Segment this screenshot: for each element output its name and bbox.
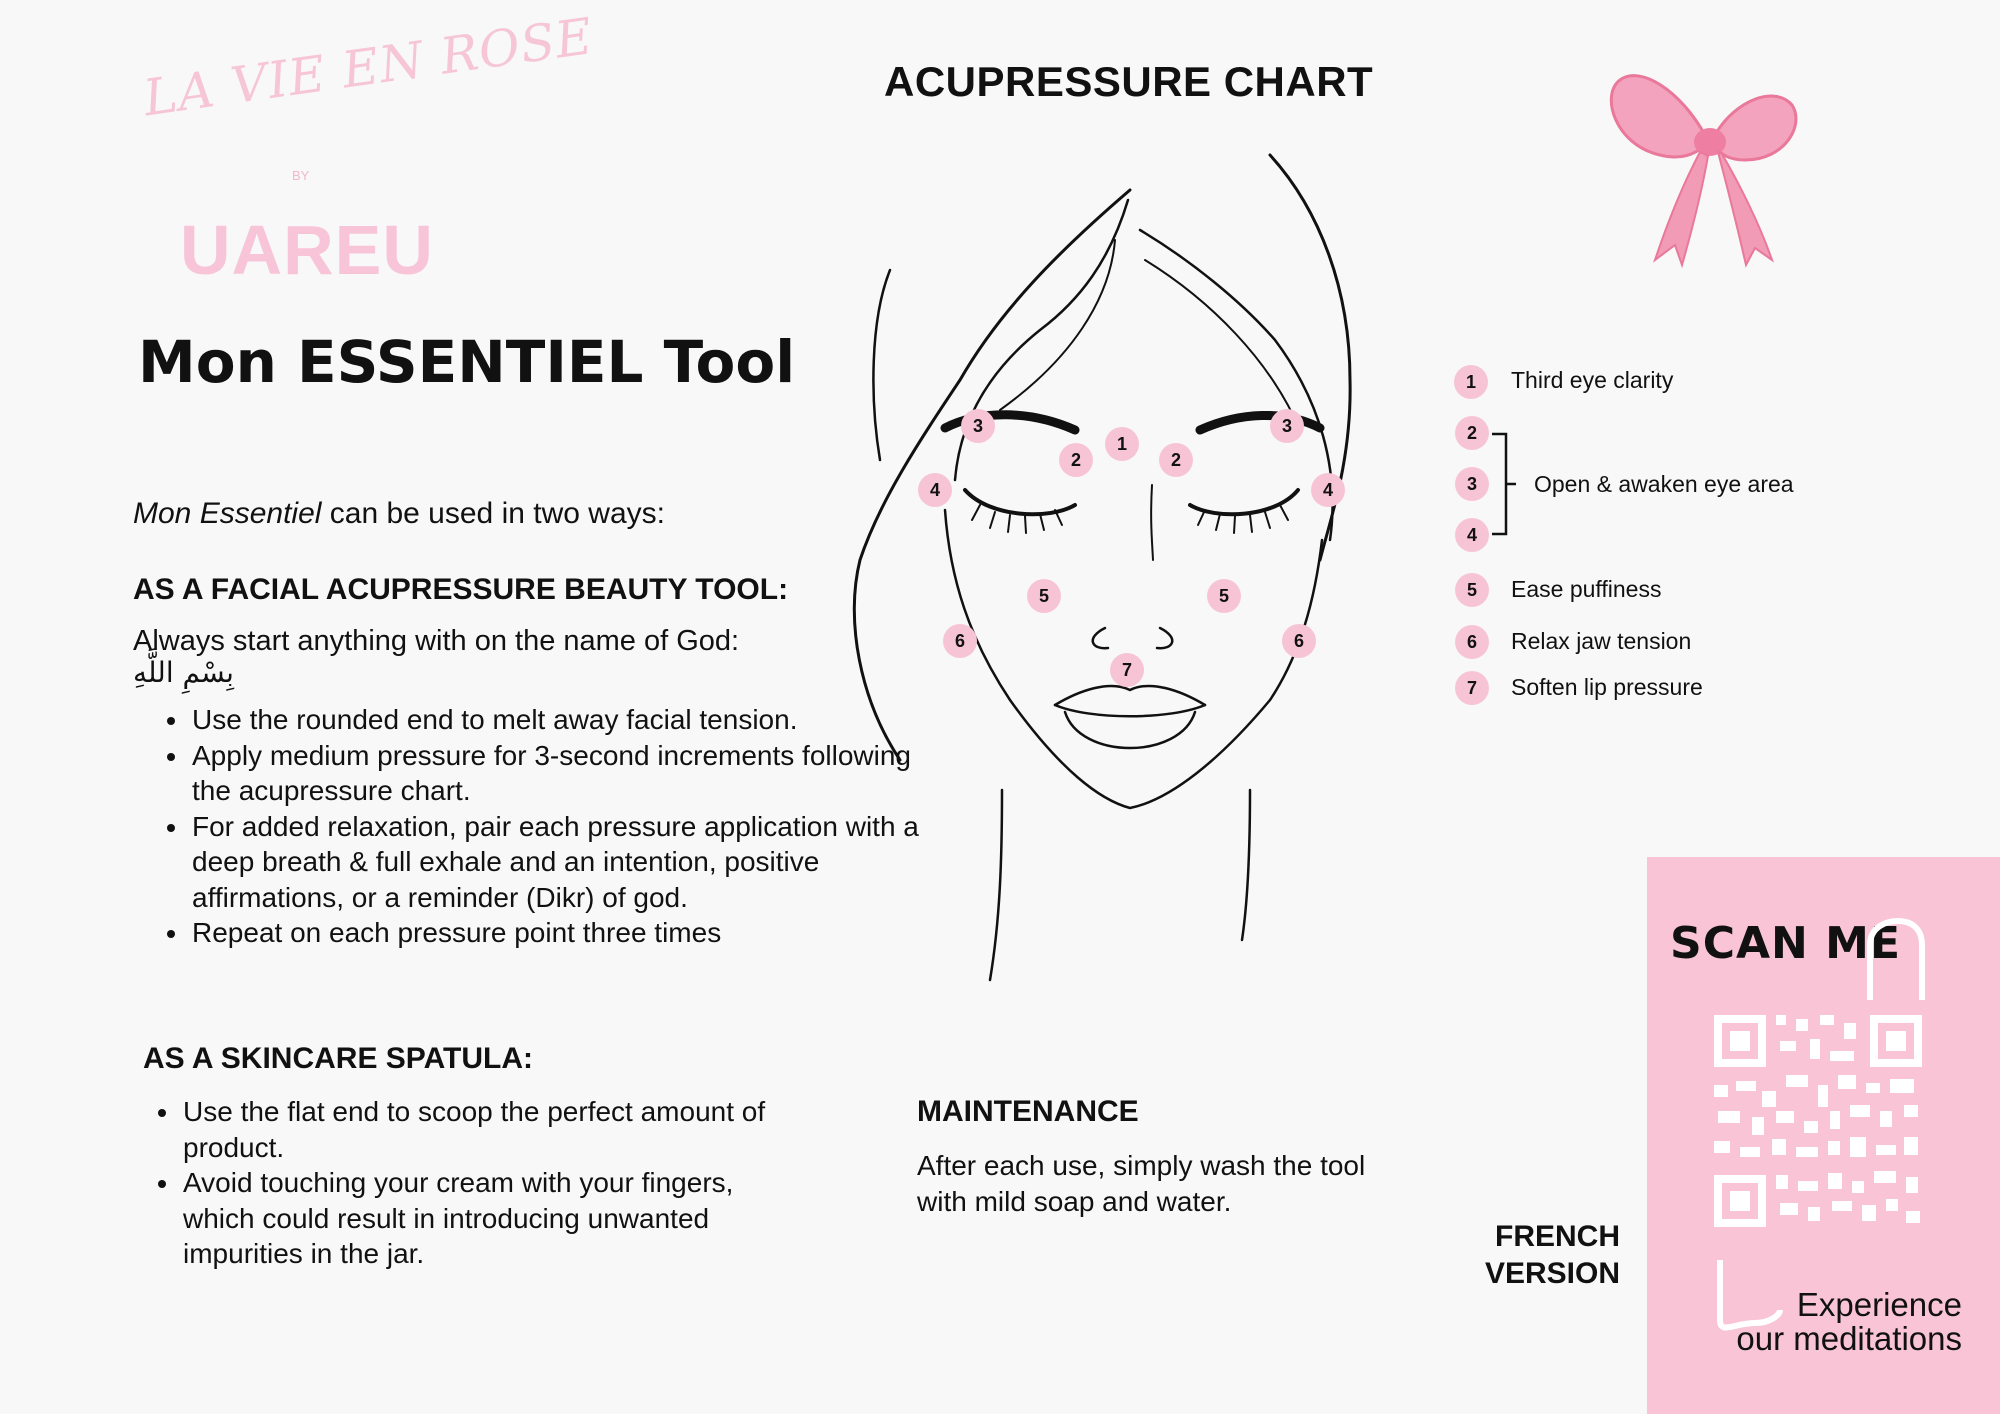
pressure-point-5-left: 5 — [1027, 579, 1061, 613]
pressure-point-6-left: 6 — [943, 624, 977, 658]
list-item: • For added relaxation, pair each pressure application with a deep breath & full exhale and an intention, positive affirmations, or a reminder (Dikr) of god. — [190, 809, 930, 916]
pressure-point-7: 7 — [1110, 653, 1144, 687]
legend-number-3: 3 — [1455, 467, 1489, 501]
experience-line-2: our meditations — [1736, 1320, 1962, 1357]
pressure-point-3-right: 3 — [1270, 409, 1304, 443]
maintenance-text: After each use, simply wash the tool with mild soap and water. — [917, 1150, 1366, 1217]
section1-list — [133, 702, 930, 951]
list-item: • Use the flat end to scoop the perfect amount of product. — [181, 1094, 781, 1165]
brand-script-logo: LA VIE EN ROSE — [140, 6, 597, 128]
scan-me-label: SCAN ME — [1670, 918, 1902, 969]
arabic-bismillah: بِسْمِ اللَّهِ — [133, 656, 234, 689]
brand-by: BY — [292, 168, 310, 183]
legend-number-6: 6 — [1455, 625, 1489, 659]
experience-meditations-text — [1700, 1288, 1962, 1356]
pink-ribbon-icon — [1600, 60, 1810, 280]
legend-bracket — [1490, 430, 1520, 540]
pressure-point-5-right: 5 — [1207, 579, 1241, 613]
legend-number-7: 7 — [1455, 671, 1489, 705]
intro-product-name: Mon Essentiel — [133, 497, 322, 530]
list-item: • Repeat on each pressure point three times — [190, 915, 930, 951]
section2-list — [133, 1094, 781, 1272]
qr-code[interactable] — [1700, 915, 1940, 1335]
pressure-point-4-left: 4 — [918, 473, 952, 507]
list-item: • Avoid touching your cream with your fingers, which could result in introducing unwanted impurities in the jar. — [181, 1165, 781, 1272]
legend-number-1: 1 — [1454, 365, 1488, 399]
maintenance-heading: MAINTENANCE — [917, 1095, 1139, 1128]
legend-number-4: 4 — [1455, 518, 1489, 552]
chart-title: ACUPRESSURE CHART — [884, 58, 1374, 105]
intro-rest: can be used in two ways: — [321, 497, 665, 530]
legend-number-2: 2 — [1455, 416, 1489, 450]
experience-line-1: Experience — [1796, 1286, 1962, 1323]
list-item: • Use the rounded end to melt away facial tension. — [190, 702, 930, 738]
brand-name-logo: UAREU — [180, 211, 434, 289]
french-line-2: VERSION — [1484, 1257, 1620, 1290]
pressure-point-1: 1 — [1105, 427, 1139, 461]
pressure-point-6-right: 6 — [1282, 624, 1316, 658]
french-version-label — [1470, 1218, 1620, 1292]
legend-text-7: Soften lip pressure — [1511, 674, 1703, 700]
pressure-point-3-left: 3 — [961, 409, 995, 443]
section1-lead: Always start anything with on the name of God: — [133, 625, 740, 657]
section1-heading: AS A FACIAL ACUPRESSURE BEAUTY TOOL: — [133, 573, 789, 606]
legend-text-2-4: Open & awaken eye area — [1534, 471, 1794, 497]
legend-number-5: 5 — [1455, 573, 1489, 607]
intro-text — [133, 497, 665, 531]
page-title: Mon ESSENTIEL Tool — [138, 328, 796, 396]
french-line-1: FRENCH — [1495, 1220, 1620, 1253]
legend-text-5: Ease puffiness — [1511, 576, 1662, 602]
face-illustration — [840, 140, 1360, 1010]
pressure-point-4-right: 4 — [1311, 473, 1345, 507]
section2-heading: AS A SKINCARE SPATULA: — [143, 1042, 533, 1075]
legend-text-1: Third eye clarity — [1511, 367, 1674, 393]
legend-text-6: Relax jaw tension — [1511, 628, 1692, 654]
pressure-point-2-left: 2 — [1059, 443, 1093, 477]
list-item: • Apply medium pressure for 3-second increments following the acupressure chart. — [190, 738, 930, 809]
pressure-point-2-right: 2 — [1159, 443, 1193, 477]
